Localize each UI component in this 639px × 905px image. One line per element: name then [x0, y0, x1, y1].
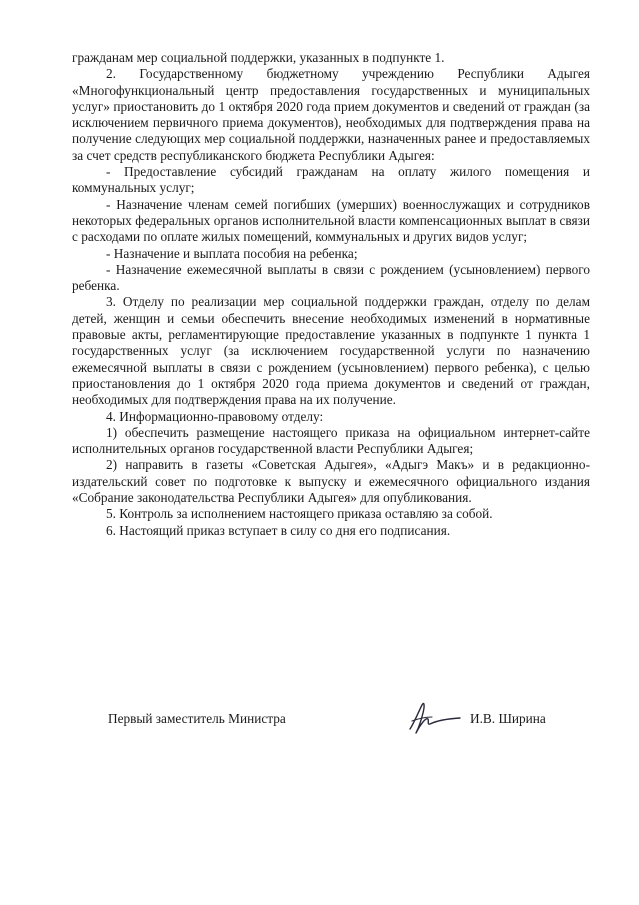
subitem-4-2: 2) направить в газеты «Советская Адыгея», «Адыгэ Макъ» и в редакционно-издательский совет по подготовке к выпуску и ежемесячного официального издания «Собрание законодательства Республики Адыгея» для опубликования.	[72, 457, 590, 506]
paragraph-continuation: гражданам мер социальной поддержки, указанных в подпункте 1.	[72, 50, 445, 65]
paragraph-item-3: 3. Отделу по реализации мер социальной поддержки граждан, отделу по делам детей, женщин и семьи обеспечить внесение необходимых изменений в нормативные правовые акты, регламентирующие предоставление указанных в подпункте 1 пункта 1 государственных услуг (за исключением государственной услуги по назначению ежемесячной выплаты в связи с рождением (усыновлением) первого ребенка), с целью приостановления до 1 октября 2020 года приема документов и сведений от граждан, необходимых для подтверждения права на их получение.	[72, 294, 590, 408]
document-body	[72, 50, 590, 539]
handwritten-signature	[404, 699, 464, 739]
signature-block	[108, 711, 588, 741]
list-item-subsidies: - Предоставление субсидий гражданам на оплату жилого помещения и коммунальных услуг;	[72, 164, 590, 196]
paragraph-item-6: 6. Настоящий приказ вступает в силу со дня его подписания.	[106, 522, 451, 538]
subitem-4-1: 1) обеспечить размещение настоящего приказа на официальном интернет-сайте исполнительных органов государственной власти Республики Адыгея;	[72, 424, 590, 457]
list-item-compensation: - Назначение членам семей погибших (умерших) военнослужащих и сотрудников некоторых федеральных органов исполнительной власти компенсационных выплат в связи с расходами по оплате жилых помещений, коммунальных и других видов услуг;	[72, 196, 590, 245]
paragraph-item-2: 2. Государственному бюджетному учреждению Республики Адыгея «Многофункциональный центр предоставления государственных и муниципальных услуг» приостановить до 1 октября 2020 года прием документов и сведений от граждан (за исключением первичного приема документов), необходимых для подтверждения права на получение следующих мер социальной поддержки, назначенных ранее и предоставляемых за счет средств республиканского бюджета Республики Адыгея:	[72, 66, 590, 163]
signatory-name: И.В. Ширина	[470, 711, 546, 726]
list-item-monthly-payment: - Назначение ежемесячной выплаты в связи с рождением (усыновлением) первого ребенка.	[72, 261, 590, 294]
paragraph-item-5: 5. Контроль за исполнением настоящего приказа оставляю за собой.	[106, 506, 493, 522]
paragraph-item-4: 4. Информационно-правовому отделу:	[106, 408, 324, 424]
list-item-child-benefit: - Назначение и выплата пособия на ребенка;	[106, 245, 358, 261]
signatory-title: Первый заместитель Министра	[108, 711, 286, 726]
